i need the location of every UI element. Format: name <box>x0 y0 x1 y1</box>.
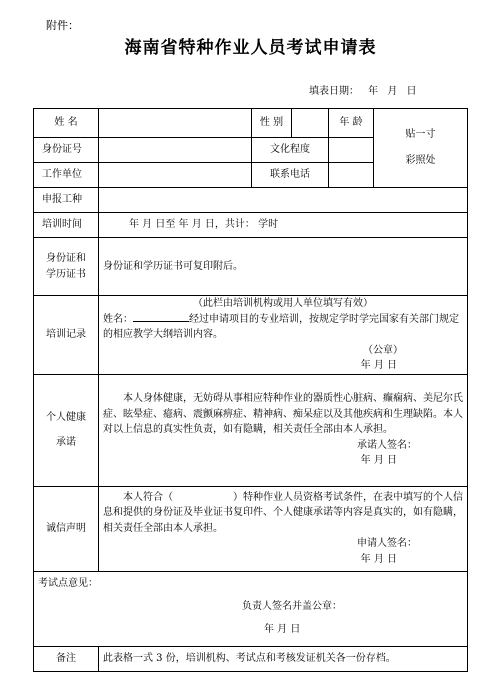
name-field[interactable] <box>99 109 252 138</box>
photo-area[interactable] <box>374 109 468 188</box>
work-unit-label: 工作单位 <box>34 163 99 188</box>
health-date: 年 月 日 <box>360 455 397 467</box>
integrity-text-b: ）特种作业人员资格考试条件，在表中填写的个人信息和提供的身份证及毕业证书复印件、个人健康承诺等内容是真实的，如有隐瞒，相关责任全部由本人承担。 <box>103 491 463 534</box>
id-education-label <box>34 238 99 296</box>
phone-label: 联系电话 <box>252 163 329 188</box>
integrity-text-a: 本人符合（ <box>123 491 173 503</box>
fill-date: 填表日期： 年 月 日 <box>309 86 417 97</box>
integrity-date: 年 月 日 <box>360 553 397 565</box>
training-record-text <box>103 312 463 343</box>
integrity-text <box>103 490 463 537</box>
gender-field[interactable] <box>292 109 329 138</box>
exam-site-label: 考试点意见： <box>38 577 98 589</box>
exam-site-sign: 负责人签名并盖公章： <box>242 601 342 612</box>
training-record-body: 经过申请项目的专业培训，按规定学时学完国家有关部门规定的相应教学大纲培训内容。 <box>103 313 459 340</box>
training-record-content[interactable] <box>99 296 468 375</box>
integrity-sign[interactable]: 申请人签名： <box>357 538 417 550</box>
training-time-label: 培训时间 <box>34 213 99 238</box>
training-record-label: 培训记录 <box>34 296 99 375</box>
trainee-name-blank[interactable] <box>133 312 189 322</box>
attachment-label: 附件： <box>46 19 79 32</box>
remark-text: 此表格一式 3 份，培训机构、考试点和考核发证机关各一份存档。 <box>99 646 468 671</box>
category-field[interactable] <box>99 188 468 213</box>
trainee-name-prefix: 姓名： <box>103 313 133 325</box>
training-seal: （公章） <box>363 344 403 356</box>
training-time-value[interactable]: 年 月 日至 年 月 日，共计： 学时 <box>99 213 468 238</box>
health-label <box>34 374 99 486</box>
gender-label: 性 别 <box>252 109 292 138</box>
integrity-label: 诚信声明 <box>34 486 99 571</box>
photo-line2: 彩照处 <box>405 155 436 166</box>
exam-site-opinion[interactable] <box>34 571 468 646</box>
health-commitment-text: 本人身体健康，无妨碍从事相应特种作业的器质性心脏病、癫痫病、美尼尔氏症、眩晕症、癔病、震颤麻痹症、精神病、痴呆症以及其他疾病和生理缺陷。本人对以上信息的真实性负责，如有隐瞒，相关责任全部由本人承担。 <box>103 393 463 436</box>
name-label: 姓 名 <box>34 109 99 138</box>
health-label-line1: 个人健康 <box>46 411 86 423</box>
age-label: 年 龄 <box>329 109 374 138</box>
id-education-label-line1: 身份证和 <box>46 253 86 264</box>
education-field[interactable] <box>329 138 374 163</box>
integrity-statement <box>99 486 468 571</box>
id-field[interactable] <box>99 138 252 163</box>
work-unit-field[interactable] <box>99 163 252 188</box>
id-education-label-line2: 学历证书 <box>46 268 86 280</box>
training-record-date: 年 月 日 <box>360 360 397 371</box>
remark-label: 备注 <box>34 646 99 671</box>
phone-field[interactable] <box>329 163 374 188</box>
application-form-table <box>33 108 468 672</box>
education-label: 文化程度 <box>252 138 329 163</box>
health-commitment <box>99 374 468 486</box>
training-record-note: （此栏由培训机构或用人单位填写有效） <box>193 298 373 309</box>
photo-line1: 贴一寸 <box>405 129 436 140</box>
health-sign[interactable]: 承诺人签名： <box>357 439 417 451</box>
page-title: 海南省特种作业人员考试申请表 <box>124 38 377 58</box>
id-label: 身份证号 <box>34 138 99 163</box>
category-label: 申报工种 <box>34 188 99 213</box>
health-label-line2: 承诺 <box>56 437 76 448</box>
exam-site-date: 年 月 日 <box>264 623 301 635</box>
id-education-value: 身份证和学历证书可复印附后。 <box>99 238 468 296</box>
